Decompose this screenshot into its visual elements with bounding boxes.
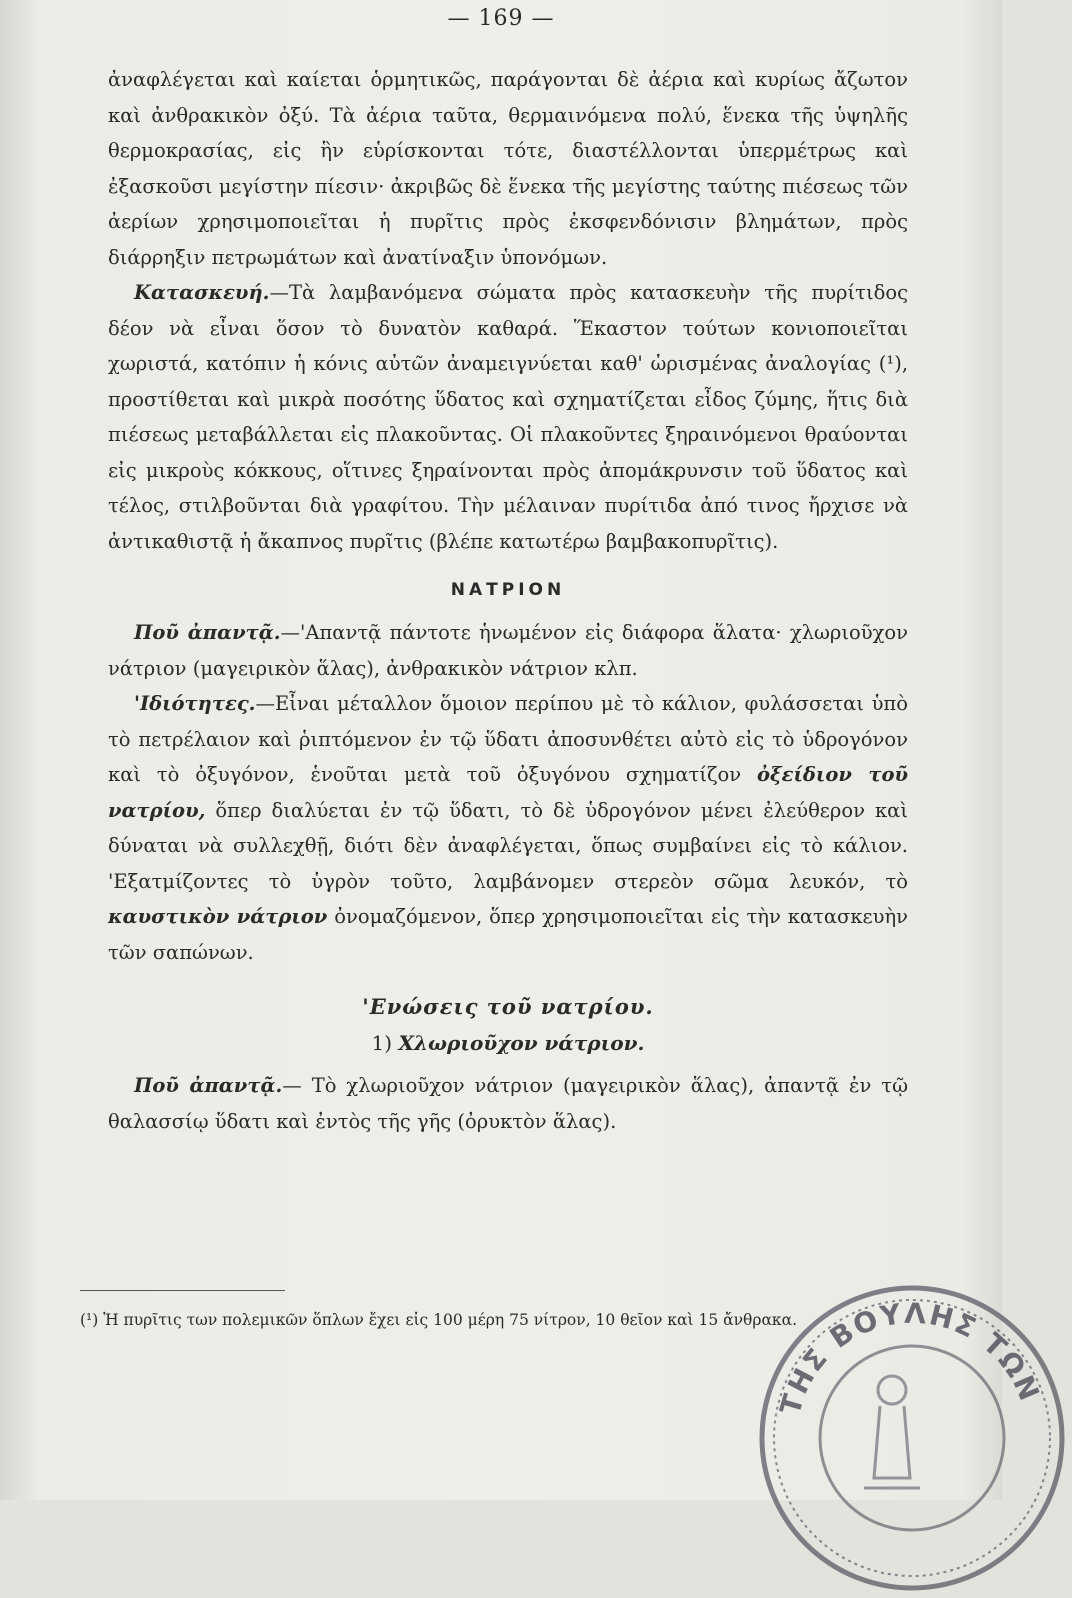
idiotites-text-1: —Εἶναι μέταλλον ὅμοιον περίπου μὲ τὸ κάλιον, φυλάσσεται ὑπὸ τὸ πετρέλαιον καὶ ῥιπτόμενον ἐν τῷ ὕδατι ἀποσυνθέτει αὐτὸ εἰς τὸ ὑδρογόνον καὶ τὸ ὀξυγόνον, ἑνοῦται μετὰ τοῦ ὀξυγόνου σχηματίζον xyxy=(108,692,908,786)
footnote-reference[interactable]: (¹) xyxy=(878,352,902,375)
oxide-term: ὀξείδιον τοῦ νατρίου, xyxy=(108,763,909,822)
compound-1-number: 1) xyxy=(371,1031,393,1055)
pou-apanta-2-label: Ποῦ ἀπαντᾷ. xyxy=(134,1074,283,1097)
kataskevi-text-2: , προστίθεται καὶ μικρὰ ποσότης ὕδατος καὶ σχηματίζεται εἶδος ζύμης, ἥτις διὰ πιέσεως μεταβάλλεται εἰς πλακοῦντας. Οἱ πλακοῦντες ξηραινόμενοι θραύονται εἰς μικροὺς κόκκους, οἵτινες ξηραίνονται πρὸς ἀπομάκρυνσιν τοῦ ὕδατος καὶ τέλος, στιλβοῦνται διὰ γραφίτου. Τὴν μέλαιναν πυρίτιδα ἀπό τινος ἤρχισε νὰ ἀντικαθιστᾷ ἡ ἄκαπνος πυρῖτις (βλέπε κατωτέρω βαμβακοπυρῖτις). xyxy=(108,352,909,553)
stamp-text: ΤΗΣ ΒΟΥΛΗΣ ΤΩΝ xyxy=(773,1296,1047,1419)
compounds-heading: 'Ενώσεις τοῦ νατρίου. xyxy=(362,994,654,1019)
pou-apanta-paragraph xyxy=(108,615,908,686)
kataskevi-label: Κατασκευή. xyxy=(134,281,270,304)
pou-apanta-2-paragraph xyxy=(108,1068,908,1139)
pou-apanta-label: Ποῦ ἀπαντᾷ. xyxy=(134,621,281,644)
pou-apanta-text: —'Απαντᾷ πάντοτε ἡνωμένον εἰς διάφορα ἅλατα· χλωριοῦχον νάτριον (μαγειρικὸν ἅλας), ἀνθρακικὸν νάτριον κλπ. xyxy=(108,621,909,680)
library-stamp xyxy=(752,1278,1072,1598)
idiotites-text-2: ὅπερ διαλύεται ἐν τῷ ὕδατι, τὸ δὲ ὑδρογόνον μένει ἐλεύθερον καὶ δύναται νὰ συλλεχθῇ, διότι δὲν ἀναφλέγεται, ὅπως συμβαίνει εἰς τὸ κάλιον. 'Εξατμίζοντες τὸ ὑγρὸν τοῦτο, λαμβάνομεν στερεὸν σῶμα λευκόν, τὸ xyxy=(108,798,908,893)
stamp-outer-ring xyxy=(762,1288,1062,1588)
kataskevi-paragraph xyxy=(108,275,908,559)
section-title: ΝΑΤΡΙΟΝ xyxy=(450,580,566,600)
idiotites-label: 'Ιδιότητες. xyxy=(134,692,256,715)
intro-paragraph: ἀναφλέγεται καὶ καίεται ὁρμητικῶς, παράγονται δὲ ἀέρια καὶ κυρίως ἄζωτον καὶ ἀνθρακικὸν ὀξύ. Τὰ ἀέρια ταῦτα, θερμαινόμενα πολύ, ἕνεκα τῆς ὑψηλῆς θερμοκρασίας, εἰς ἣν εὑρίσκονται τότε, διαστέλλονται ὑπερμέτρως καὶ ἐξασκοῦσι μεγίστην πίεσιν· ἀκριβῶς δὲ ἕνεκα τῆς μεγίστης ταύτης πιέσεως τῶν ἀερίων χρησιμοποιεῖται ἡ πυρῖτις πρὸς ἐκσφενδόνισιν βλημάτων, πρὸς διάρρηξιν πετρωμάτων καὶ ἀνατίναξιν ὑπονόμων. xyxy=(108,68,908,269)
footnote-text: (¹) Ἡ πυρῖτις των πολεμικῶν ὅπλων ἔχει εἰς 100 μέρη 75 νίτρον, 10 θεῖον καὶ 15 ἄνθρακα. xyxy=(80,1311,798,1329)
page-number: — 169 — xyxy=(447,6,555,31)
compound-1-heading xyxy=(108,1026,908,1060)
stamp-inner-ring xyxy=(820,1346,1004,1530)
stamp-emblem-icon xyxy=(864,1376,920,1488)
idiotites-text-3: ὀνομαζόμενον, ὅπερ χρησιμοποιεῖται εἰς τὴν κατασκευὴν τῶν σαπώνων. xyxy=(108,905,909,964)
body-text xyxy=(108,62,908,1139)
caustic-soda-term: καυστικὸν νάτριον xyxy=(108,905,328,928)
pou-apanta-2-text: — Τὸ χλωριοῦχον νάτριον (μαγειρικὸν ἅλας), ἀπαντᾷ ἐν τῷ θαλασσίῳ ὕδατι καὶ ἐντὸς τῆς γῆς (ὀρυκτὸν ἅλας). xyxy=(108,1074,908,1133)
footnote-divider xyxy=(80,1290,285,1291)
kataskevi-text-1: —Τὰ λαμβανόμενα σώματα πρὸς κατασκευὴν τῆς πυρίτιδος δέον νὰ εἶναι ὅσον τὸ δυνατὸν καθαρά. Ἕκαστον τούτων κονιοποιεῖται χωριστά, κατόπιν ἡ κόνις αὐτῶν ἀναμειγνύεται καθ' ὡρισμένας ἀναλογίας xyxy=(108,281,908,375)
idiotites-paragraph xyxy=(108,686,908,970)
compound-1-name: Χλωριοῦχον νάτριον. xyxy=(398,1031,645,1055)
